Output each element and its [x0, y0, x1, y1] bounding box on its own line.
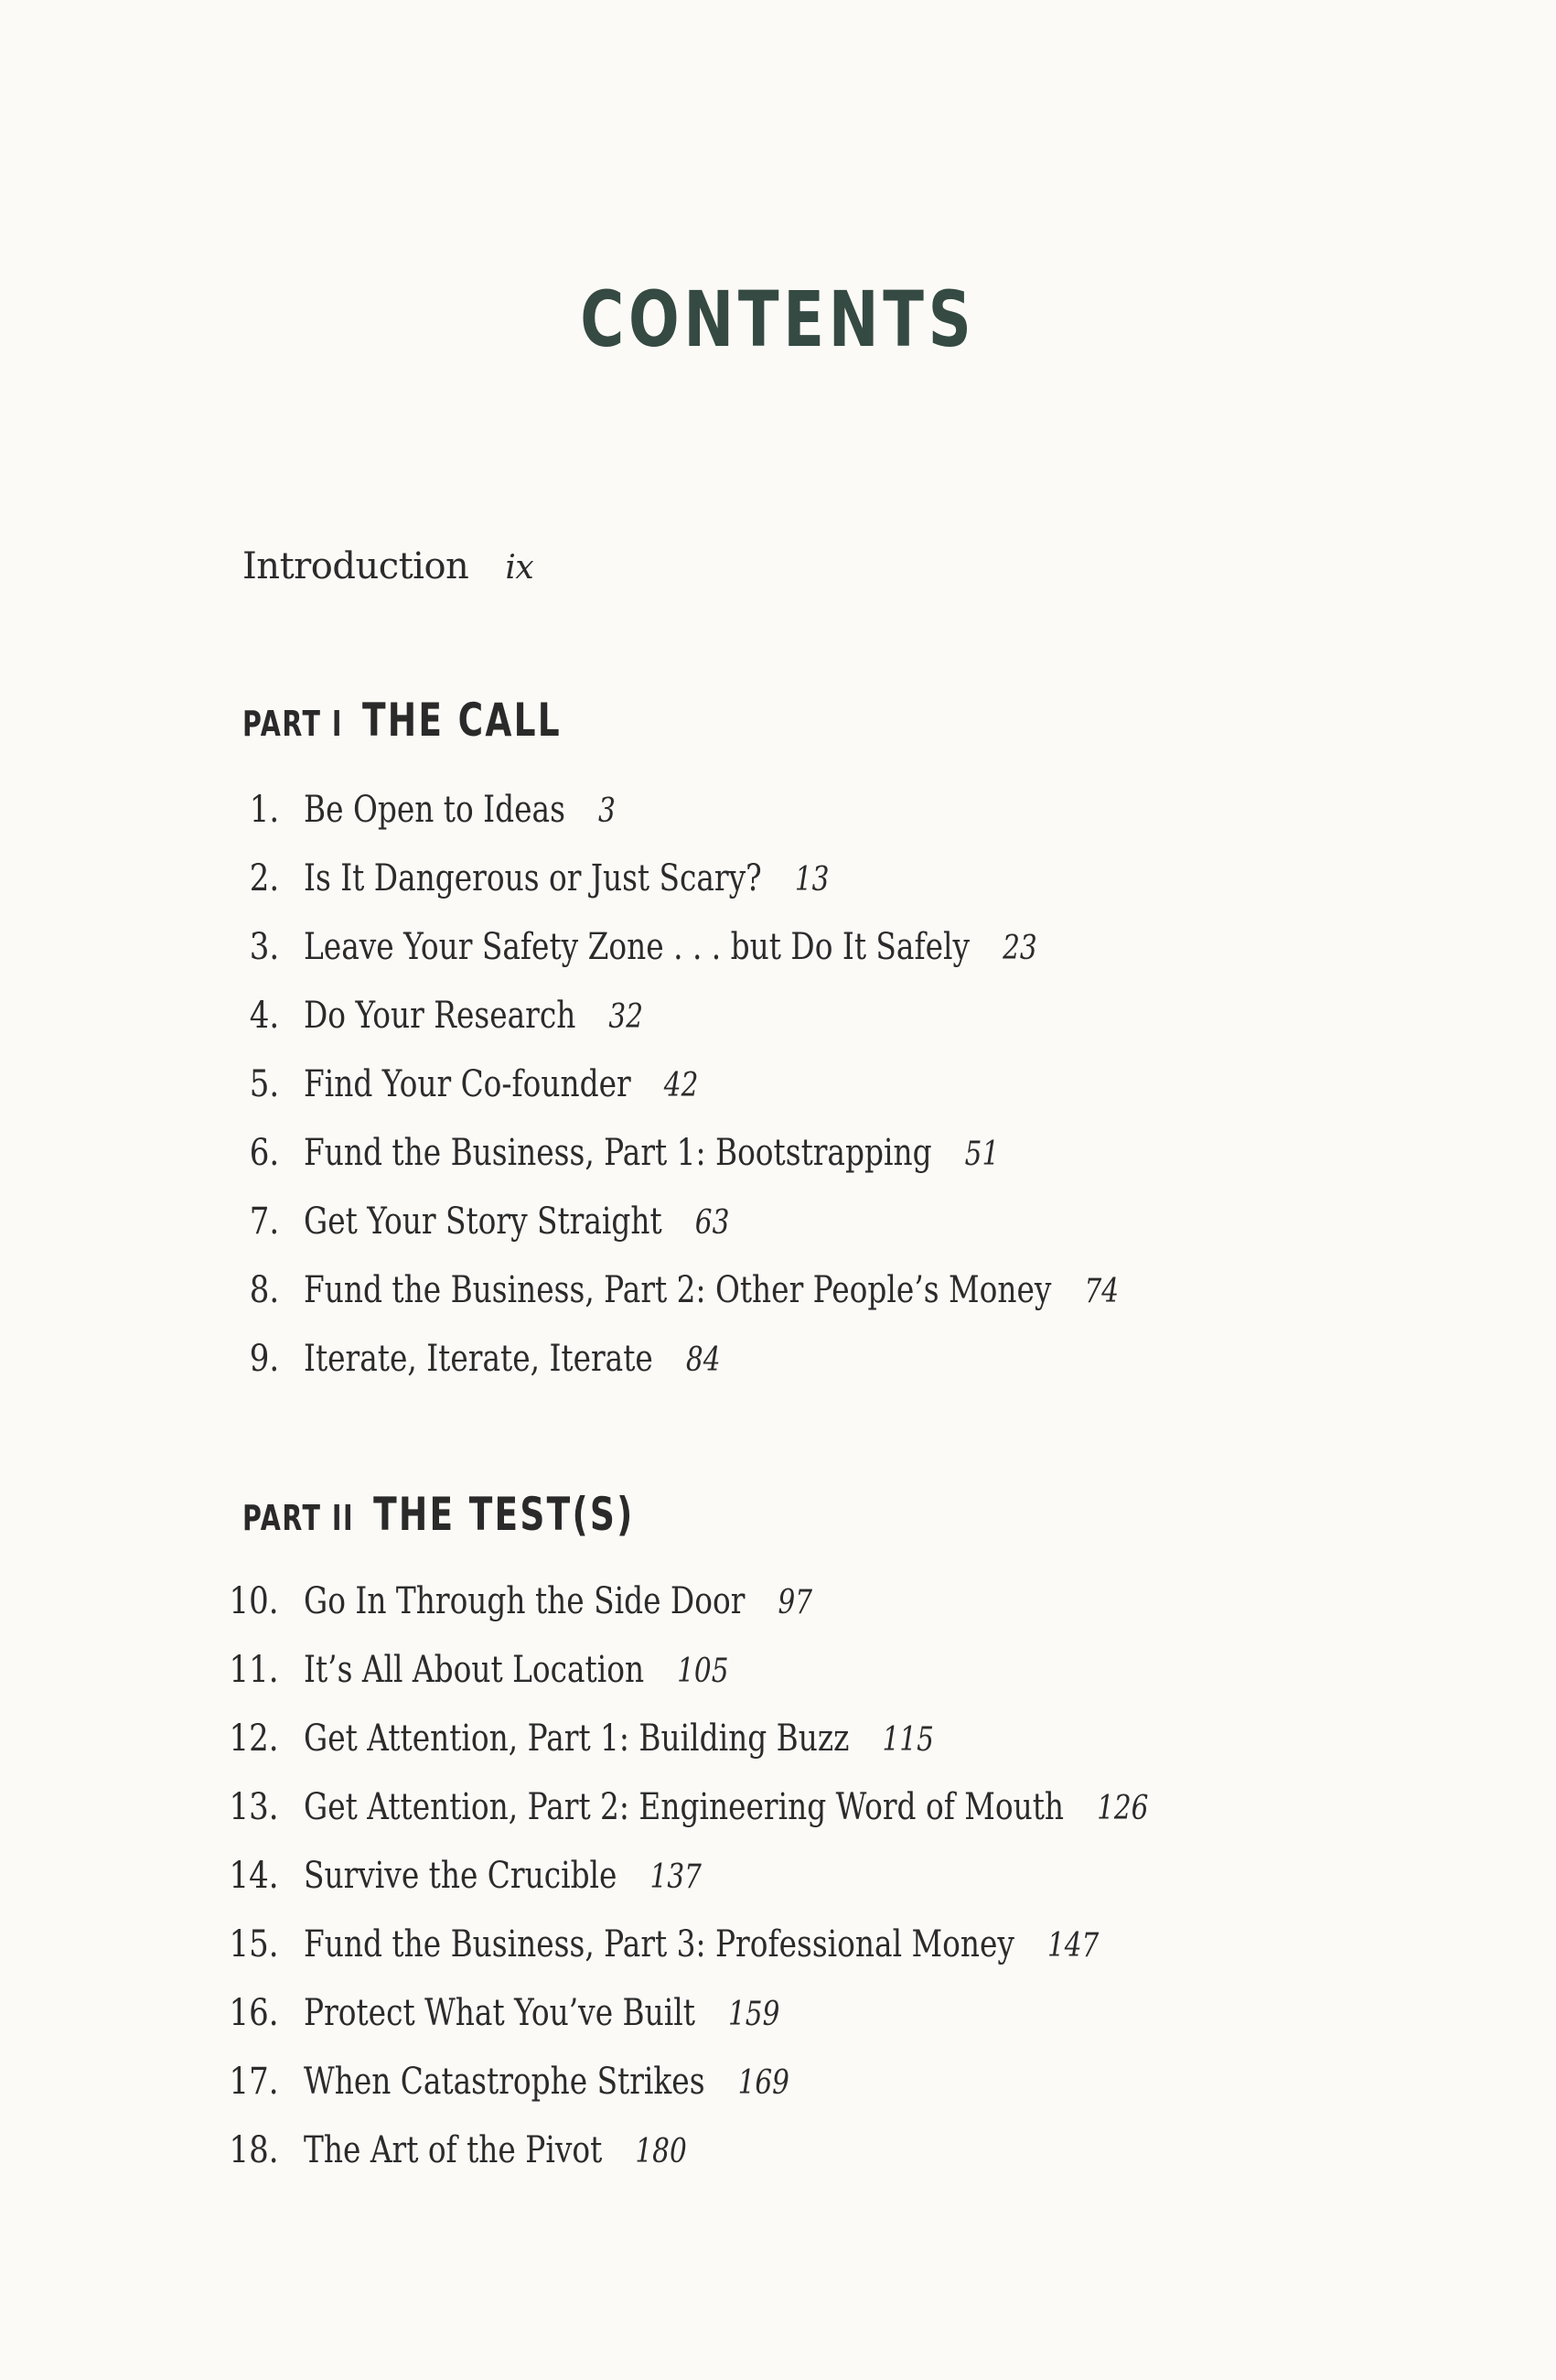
part-title: THE CALL [361, 694, 562, 747]
page-number: 3 [597, 792, 616, 830]
page-number: 63 [694, 1204, 730, 1242]
part-title: THE TEST(S) [373, 1488, 635, 1541]
toc-entry-introduction[interactable] [242, 545, 533, 587]
chapter-number: 10. [229, 1580, 279, 1622]
chapter-number: 15. [229, 1923, 279, 1965]
chapter-number: 16. [229, 1992, 279, 2034]
part-heading-1 [242, 694, 562, 747]
chapter-number: 8. [249, 1269, 279, 1311]
chapter-title: It’s All About Location [304, 1649, 645, 1691]
chapter-title: The Art of the Pivot [304, 2129, 603, 2171]
chapter-title: Is It Dangerous or Just Scary? [304, 857, 762, 899]
page-number: 147 [1046, 1927, 1100, 1965]
chapter-title: Be Open to Ideas [304, 789, 565, 831]
chapter-title: Fund the Business, Part 3: Professional Money [304, 1923, 1014, 1965]
chapter-title: Fund the Business, Part 2: Other People’s Money [304, 1269, 1052, 1311]
chapter-number: 12. [229, 1718, 279, 1760]
chapter-title: Protect What You’ve Built [304, 1992, 695, 2034]
page-number: 105 [677, 1653, 729, 1690]
page-number: 169 [737, 2064, 789, 2102]
chapter-title: Leave Your Safety Zone . . . but Do It Safely [304, 926, 971, 968]
page-number: 13 [794, 861, 830, 899]
chapter-number: 11. [229, 1649, 279, 1691]
chapter-number: 3. [249, 926, 279, 968]
chapter-title: Find Your Co-founder [304, 1063, 631, 1105]
page-number: 23 [1003, 930, 1037, 967]
page-title: CONTENTS [580, 275, 976, 365]
chapter-number: 18. [229, 2129, 279, 2171]
page-number: 42 [663, 1067, 699, 1104]
chapter-title: When Catastrophe Strikes [304, 2061, 705, 2103]
chapter-title: Fund the Business, Part 1: Bootstrapping [304, 1132, 932, 1174]
chapter-number: 4. [249, 995, 279, 1037]
chapter-title: Survive the Crucible [304, 1855, 617, 1897]
chapter-number: 5. [249, 1063, 279, 1105]
chapter-title: Get Attention, Part 2: Engineering Word of Mouth [304, 1786, 1065, 1828]
chapter-number: 14. [229, 1855, 279, 1897]
chapter-number: 6. [249, 1132, 279, 1174]
chapter-title: Go In Through the Side Door [304, 1580, 746, 1622]
part-label: PART II [242, 1498, 355, 1538]
part-heading-2 [242, 1488, 635, 1541]
page-number: 32 [608, 998, 643, 1036]
page-number: 159 [728, 1996, 780, 2033]
page-number: ix [505, 549, 534, 587]
chapter-number: 1. [249, 789, 279, 831]
page-number: 126 [1097, 1790, 1149, 1827]
chapter-title: Get Attention, Part 1: Building Buzz [304, 1718, 850, 1760]
part-label: PART I [242, 704, 343, 744]
chapter-number: 9. [249, 1338, 279, 1380]
page-number: 180 [635, 2133, 687, 2170]
chapter-number: 13. [229, 1786, 279, 1828]
chapter-title: Get Your Story Straight [304, 1201, 662, 1243]
page-number: 97 [778, 1584, 813, 1621]
chapter-number: 2. [249, 857, 279, 899]
page-number: 74 [1084, 1273, 1120, 1310]
page-number: 137 [649, 1858, 702, 1896]
page-number: 84 [685, 1341, 721, 1379]
entry-title: Introduction [242, 545, 469, 587]
chapter-title: Iterate, Iterate, Iterate [304, 1338, 653, 1380]
page-number: 115 [882, 1721, 934, 1759]
page-number: 51 [964, 1136, 1000, 1173]
chapter-title: Do Your Research [304, 995, 576, 1037]
chapter-number: 17. [229, 2061, 279, 2103]
chapter-number: 7. [249, 1201, 279, 1243]
